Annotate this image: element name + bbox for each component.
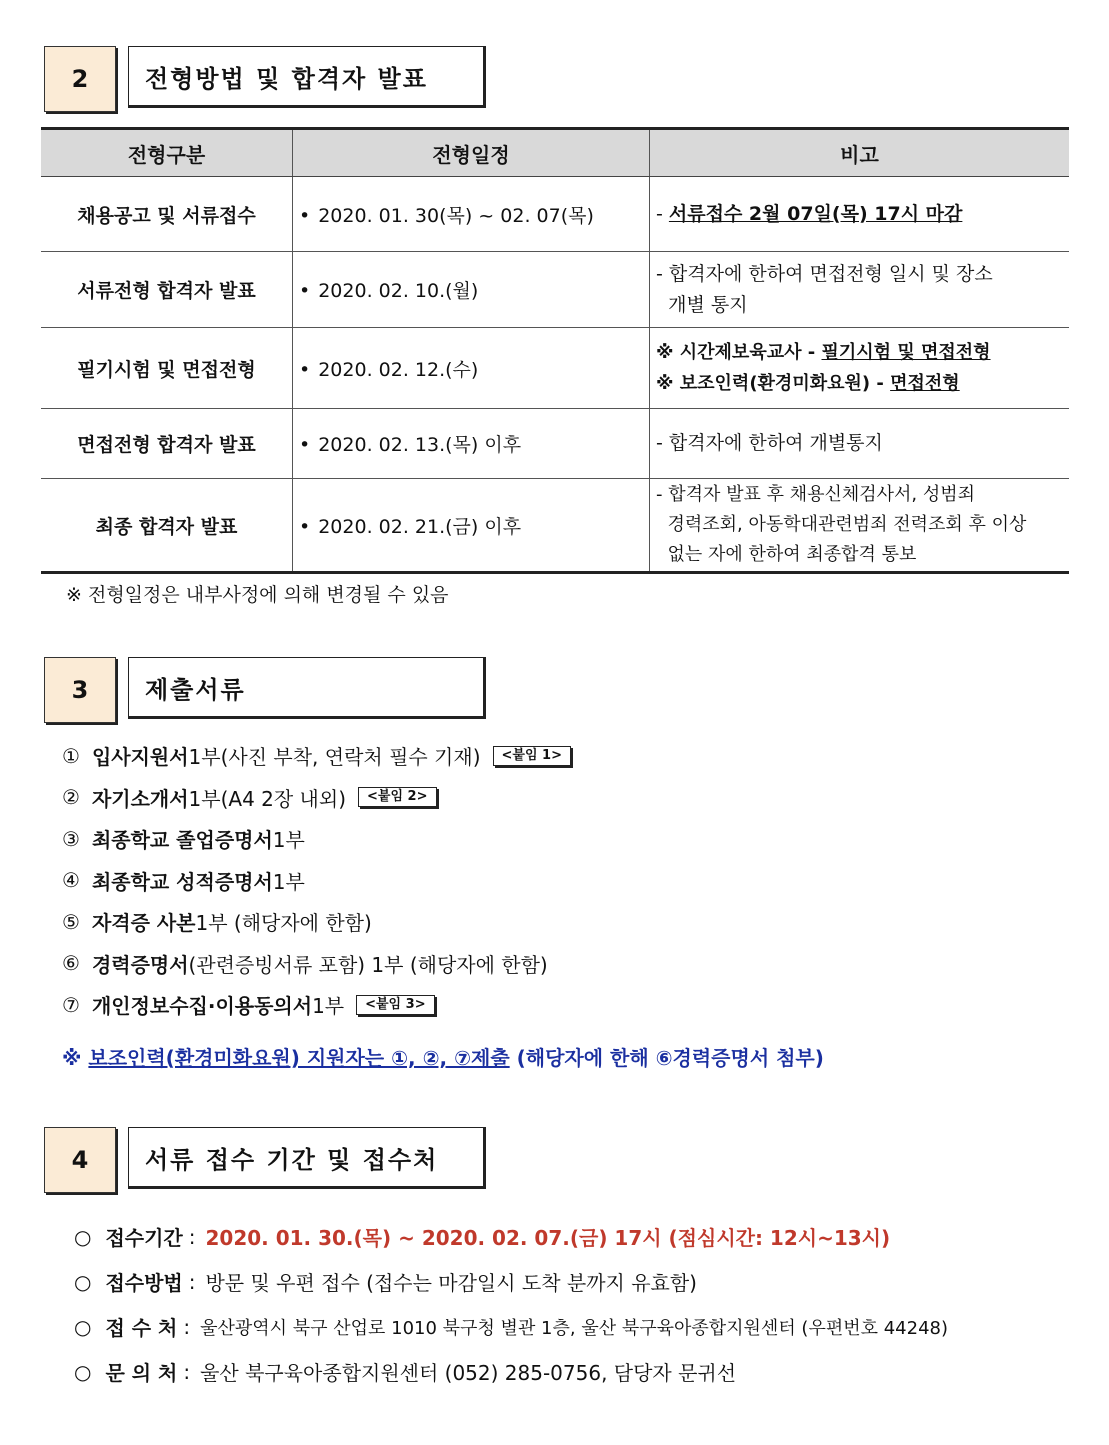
list-item xyxy=(62,818,571,860)
doc-name: 개인정보수집·이용동의서 xyxy=(91,994,313,1019)
remark-text: 없는 자에 한하여 최종합격 통보 xyxy=(667,544,917,565)
header-remark: 비고 xyxy=(650,129,1070,177)
info-value: 2020. 01. 30.(목) ~ 2020. 02. 07.(금) 17시 (점심시간: 12시~13시) xyxy=(205,1226,891,1250)
section-number: 3 xyxy=(44,657,116,723)
date-text: 2020. 02. 21.(금) 이후 xyxy=(318,515,522,538)
remark-text: ※ 보조인력(환경미화요원) - xyxy=(656,373,891,394)
info-label: 문 의 처 xyxy=(105,1361,178,1385)
doc-detail: 1부(사진 부착, 연락처 필수 기재) xyxy=(188,745,481,770)
remark-cell: - 합격자 발표 후 채용신체검사서, 성범죄 경력조회, 아동학대관련범죄 전력조회 후 이상 없는 자에 한하여 최종합격 통보 xyxy=(650,479,1070,573)
note-underlined: 보조인력(환경미화요원) 지원자는 ①, ②, ⑦제출 xyxy=(88,1046,510,1070)
doc-detail: (관련증빙서류 포함) 1부 (해당자에 한함) xyxy=(188,952,548,977)
stage-cell: 서류전형 합격자 발표 xyxy=(41,252,293,328)
remark-text: 개별 통지 xyxy=(668,293,748,316)
remark-cell xyxy=(650,328,1070,409)
doc-detail: 1부 xyxy=(272,869,305,894)
note-suffix: (해당자에 한해 ⑥경력증명서 첨부) xyxy=(509,1046,824,1070)
stage-cell: 면접전형 합격자 발표 xyxy=(41,409,293,479)
doc-name: 자기소개서 xyxy=(91,786,189,811)
remark-text: ※ 시간제보육교사 - xyxy=(656,342,822,363)
section-number: 2 xyxy=(44,46,116,112)
info-value: 방문 및 우편 접수 (접수는 마감일시 도착 분까지 유효함) xyxy=(205,1271,697,1295)
table-row xyxy=(41,328,1069,409)
document-list xyxy=(62,735,571,1026)
doc-detail: 1부 xyxy=(312,994,345,1019)
date-cell: • 2020. 02. 13.(목) 이후 xyxy=(293,409,650,479)
doc-name: 입사지원서 xyxy=(91,745,189,770)
submission-info-list xyxy=(74,1214,948,1394)
date-text: 2020. 01. 30(목) ~ 02. 07(목) xyxy=(318,204,594,227)
info-label: 접수방법 xyxy=(105,1271,183,1295)
list-item xyxy=(62,735,571,777)
item-number: ⑥ xyxy=(62,951,80,976)
remark-cell: - 합격자에 한하여 개별통지 xyxy=(650,409,1070,479)
remark-cell: - 합격자에 한하여 면접전형 일시 및 장소 개별 통지 xyxy=(650,252,1070,328)
table-row xyxy=(41,177,1069,252)
stage-cell: 채용공고 및 서류접수 xyxy=(41,177,293,252)
date-cell: • 2020. 02. 12.(수) xyxy=(293,328,650,409)
item-number: ⑦ xyxy=(62,992,80,1017)
date-cell: • 2020. 02. 10.(월) xyxy=(293,252,650,328)
circle-bullet-icon: ○ xyxy=(74,1224,92,1249)
table-row xyxy=(41,252,1069,328)
item-number: ① xyxy=(62,743,80,768)
schedule-table xyxy=(41,127,1069,574)
attachment-badge: <붙임 2> xyxy=(358,787,436,807)
info-value: 울산 북구육아종합지원센터 (052) 285-0756, 담당자 문귀선 xyxy=(200,1361,737,1385)
remark-text: 필기시험 및 면접전형 xyxy=(821,342,991,363)
list-item xyxy=(62,943,571,985)
list-item xyxy=(62,901,571,943)
date-text: 2020. 02. 13.(목) 이후 xyxy=(318,434,522,456)
section-title: 제출서류 xyxy=(128,657,486,719)
stage-cell: 필기시험 및 면접전형 xyxy=(41,328,293,409)
header-stage: 전형구분 xyxy=(41,129,293,177)
section-number: 4 xyxy=(44,1127,116,1193)
doc-detail: 1부 (해당자에 한함) xyxy=(195,911,372,936)
doc-name: 최종학교 성적증명서 xyxy=(91,869,273,894)
remark-text: 합격자에 한하여 개별통지 xyxy=(668,432,883,454)
remark-text: 면접전형 xyxy=(890,373,960,394)
list-item xyxy=(62,860,571,902)
section-title: 서류 접수 기간 및 접수처 xyxy=(128,1127,486,1189)
doc-name: 경력증명서 xyxy=(91,952,189,977)
table-row xyxy=(41,479,1069,573)
remark-text: 경력조회, 아동학대관련범죄 전력조회 후 이상 xyxy=(667,514,1027,535)
list-item: ○ 접 수 처 : 울산광역시 북구 산업로 1010 북구청 별관 1층, 울산 북구육아종합지원센터 (우편번호 44248) xyxy=(74,1304,948,1349)
attachment-badge: <붙임 1> xyxy=(493,746,571,766)
date-text: 2020. 02. 10.(월) xyxy=(318,280,479,302)
list-item: ○ 접수기간 : 2020. 01. 30.(목) ~ 2020. 02. 07.(금) 17시 (점심시간: 12시~13시) xyxy=(74,1214,948,1259)
circle-bullet-icon: ○ xyxy=(74,1359,92,1384)
remark-text: 합격자 발표 후 채용신체검사서, 성범죄 xyxy=(668,484,976,505)
support-staff-note xyxy=(62,1042,824,1071)
schedule-note: ※ 전형일정은 내부사정에 의해 변경될 수 있음 xyxy=(66,584,449,606)
info-label: 접 수 처 xyxy=(105,1316,178,1340)
note-prefix: ※ xyxy=(62,1046,89,1070)
list-item xyxy=(62,984,571,1026)
list-item: ○ 접수방법 : 방문 및 우편 접수 (접수는 마감일시 도착 분까지 유효함) xyxy=(74,1259,948,1304)
item-number: ② xyxy=(62,785,80,810)
doc-detail: 1부(A4 2장 내외) xyxy=(188,786,347,811)
item-number: ⑤ xyxy=(62,909,80,934)
remark-text: 합격자에 한하여 면접전형 일시 및 장소 xyxy=(668,262,993,285)
stage-cell: 최종 합격자 발표 xyxy=(41,479,293,573)
table-header-row xyxy=(41,129,1069,177)
item-number: ③ xyxy=(62,826,80,851)
doc-name: 최종학교 졸업증명서 xyxy=(91,828,273,853)
item-number: ④ xyxy=(62,868,80,893)
list-item: ○ 문 의 처 : 울산 북구육아종합지원센터 (052) 285-0756, 담당자 문귀선 xyxy=(74,1349,948,1394)
circle-bullet-icon: ○ xyxy=(74,1269,92,1294)
date-cell: • 2020. 01. 30(목) ~ 02. 07(목) xyxy=(293,177,650,252)
section-title: 전형방법 및 합격자 발표 xyxy=(128,46,486,108)
doc-detail: 1부 xyxy=(272,828,305,853)
doc-name: 자격증 사본 xyxy=(91,911,196,936)
remark-text: 서류접수 2월 07일(목) 17시 마감 xyxy=(668,202,963,225)
attachment-badge: <붙임 3> xyxy=(356,995,434,1015)
date-text: 2020. 02. 12.(수) xyxy=(318,358,479,381)
info-value: 울산광역시 북구 산업로 1010 북구청 별관 1층, 울산 북구육아종합지원센터 (우편번호 44248) xyxy=(200,1317,949,1339)
list-item xyxy=(62,777,571,819)
date-cell: • 2020. 02. 21.(금) 이후 xyxy=(293,479,650,573)
circle-bullet-icon: ○ xyxy=(74,1314,92,1339)
info-label: 접수기간 xyxy=(105,1226,183,1250)
table-row xyxy=(41,409,1069,479)
header-date: 전형일정 xyxy=(293,129,650,177)
remark-cell: - 서류접수 2월 07일(목) 17시 마감 xyxy=(650,177,1070,252)
